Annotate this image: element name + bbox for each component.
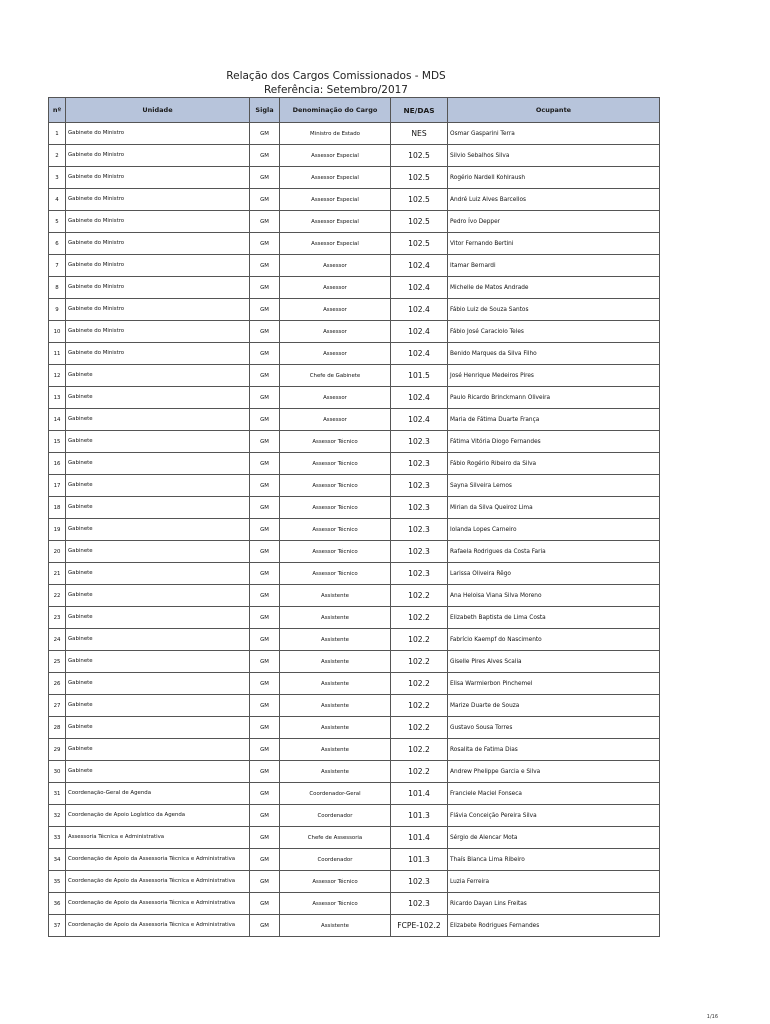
occupant-cell: Thaís Bianca Lima Ribeiro [448, 849, 660, 871]
unit-cell: Gabinete [66, 541, 250, 563]
acronym-cell: GM [250, 585, 280, 607]
occupant-cell: Vitor Fernando Bertini [448, 233, 660, 255]
ne-das-cell: 102.3 [391, 497, 448, 519]
unit-cell: Gabinete do Ministro [66, 167, 250, 189]
occupant-cell: Itamar Bernardi [448, 255, 660, 277]
ne-das-cell: 102.2 [391, 761, 448, 783]
unit-cell: Gabinete [66, 629, 250, 651]
unit-cell: Gabinete do Ministro [66, 321, 250, 343]
position-cell: Assessor Técnico [280, 563, 391, 585]
table-row [49, 145, 660, 167]
acronym-cell: GM [250, 211, 280, 233]
acronym-cell: GM [250, 717, 280, 739]
positions-table [48, 97, 660, 937]
acronym-cell: GM [250, 739, 280, 761]
acronym-cell: GM [250, 255, 280, 277]
row-number: 11 [49, 343, 66, 365]
position-cell: Assessor Técnico [280, 871, 391, 893]
acronym-cell: GM [250, 915, 280, 937]
acronym-cell: GM [250, 365, 280, 387]
table-row [49, 321, 660, 343]
unit-cell: Gabinete do Ministro [66, 145, 250, 167]
ne-das-cell: 102.2 [391, 695, 448, 717]
acronym-cell: GM [250, 673, 280, 695]
row-number: 33 [49, 827, 66, 849]
row-number: 29 [49, 739, 66, 761]
row-number: 18 [49, 497, 66, 519]
ne-das-cell: 102.4 [391, 277, 448, 299]
table-row [49, 211, 660, 233]
table-row [49, 233, 660, 255]
occupant-cell: Pedro Ívo Depper [448, 211, 660, 233]
table-row [49, 717, 660, 739]
ne-das-cell: 102.3 [391, 519, 448, 541]
unit-cell: Gabinete [66, 585, 250, 607]
occupant-cell: Ana Heloisa Viana Silva Moreno [448, 585, 660, 607]
table-row [49, 585, 660, 607]
acronym-cell: GM [250, 629, 280, 651]
unit-cell: Gabinete do Ministro [66, 277, 250, 299]
occupant-cell: José Henrique Medeiros Pires [448, 365, 660, 387]
occupant-cell: Sayna Silveira Lemos [448, 475, 660, 497]
unit-cell: Gabinete do Ministro [66, 211, 250, 233]
acronym-cell: GM [250, 497, 280, 519]
table-row [49, 783, 660, 805]
occupant-cell: André Luiz Alves Barcellos [448, 189, 660, 211]
unit-cell: Coordenação de Apoio Logístico da Agenda [66, 805, 250, 827]
row-number: 34 [49, 849, 66, 871]
unit-cell: Gabinete [66, 365, 250, 387]
ne-das-cell: 102.4 [391, 299, 448, 321]
ne-das-cell: 102.5 [391, 211, 448, 233]
ne-das-cell: 102.3 [391, 563, 448, 585]
row-number: 9 [49, 299, 66, 321]
occupant-cell: Fábio Rogério Ribeiro da Silva [448, 453, 660, 475]
position-cell: Assessor Técnico [280, 497, 391, 519]
unit-cell: Gabinete do Ministro [66, 233, 250, 255]
table-row [49, 497, 660, 519]
acronym-cell: GM [250, 409, 280, 431]
position-cell: Assessor Técnico [280, 541, 391, 563]
position-cell: Assistente [280, 673, 391, 695]
unit-cell: Gabinete [66, 409, 250, 431]
occupant-cell: Michelle de Matos Andrade [448, 277, 660, 299]
unit-cell: Coordenação de Apoio da Assessoria Técnica e Administrativa [66, 871, 250, 893]
table-row [49, 255, 660, 277]
position-cell: Assessor Especial [280, 233, 391, 255]
occupant-cell: Marize Duarte de Souza [448, 695, 660, 717]
ne-das-cell: 102.3 [391, 893, 448, 915]
position-cell: Assessor [280, 255, 391, 277]
unit-cell: Gabinete [66, 739, 250, 761]
table-row [49, 695, 660, 717]
occupant-cell: Gustavo Sousa Torres [448, 717, 660, 739]
position-cell: Coordenador [280, 805, 391, 827]
unit-cell: Gabinete do Ministro [66, 189, 250, 211]
table-row [49, 915, 660, 937]
ne-das-cell: 101.4 [391, 783, 448, 805]
row-number: 13 [49, 387, 66, 409]
position-cell: Assistente [280, 585, 391, 607]
ne-das-cell: FCPE-102.2 [391, 915, 448, 937]
acronym-cell: GM [250, 189, 280, 211]
acronym-cell: GM [250, 519, 280, 541]
unit-cell: Gabinete [66, 475, 250, 497]
position-cell: Chefe de Gabinete [280, 365, 391, 387]
page-number: 1/16 [706, 1014, 718, 1020]
position-cell: Assistente [280, 915, 391, 937]
unit-cell: Gabinete [66, 607, 250, 629]
table-row [49, 343, 660, 365]
unit-cell: Coordenação de Apoio da Assessoria Técnica e Administrativa [66, 915, 250, 937]
ne-das-cell: 102.4 [391, 255, 448, 277]
position-cell: Assistente [280, 717, 391, 739]
row-number: 7 [49, 255, 66, 277]
ne-das-cell: 102.2 [391, 629, 448, 651]
unit-cell: Gabinete [66, 497, 250, 519]
row-number: 5 [49, 211, 66, 233]
occupant-cell: Maria de Fátima Duarte França [448, 409, 660, 431]
acronym-cell: GM [250, 695, 280, 717]
acronym-cell: GM [250, 475, 280, 497]
occupant-cell: Elizabeth Baptista de Lima Costa [448, 607, 660, 629]
document-subtitle: Referência: Setembro/2017 [263, 84, 408, 96]
row-number: 8 [49, 277, 66, 299]
row-number: 19 [49, 519, 66, 541]
occupant-cell: Ricardo Dayan Lins Freitas [448, 893, 660, 915]
row-number: 20 [49, 541, 66, 563]
unit-cell: Gabinete [66, 563, 250, 585]
column-header-occupant: Ocupante [448, 98, 660, 123]
row-number: 4 [49, 189, 66, 211]
position-cell: Assessor Especial [280, 189, 391, 211]
occupant-cell: Iolanda Lopes Carneiro [448, 519, 660, 541]
ne-das-cell: 102.4 [391, 409, 448, 431]
column-header-number: nº [49, 98, 66, 123]
acronym-cell: GM [250, 651, 280, 673]
unit-cell: Gabinete do Ministro [66, 299, 250, 321]
occupant-cell: Luzia Ferreira [448, 871, 660, 893]
ne-das-cell: 102.2 [391, 651, 448, 673]
unit-cell: Gabinete [66, 453, 250, 475]
ne-das-cell: 102.3 [391, 541, 448, 563]
ne-das-cell: 101.4 [391, 827, 448, 849]
unit-cell: Assessoria Técnica e Administrativa [66, 827, 250, 849]
position-cell: Assessor Técnico [280, 453, 391, 475]
acronym-cell: GM [250, 321, 280, 343]
table-row [49, 651, 660, 673]
table-row [49, 277, 660, 299]
ne-das-cell: 102.3 [391, 871, 448, 893]
ne-das-cell: 102.5 [391, 167, 448, 189]
table-row [49, 519, 660, 541]
table-row [49, 761, 660, 783]
acronym-cell: GM [250, 277, 280, 299]
occupant-cell: Franciele Maciel Fonseca [448, 783, 660, 805]
position-cell: Assessor Técnico [280, 893, 391, 915]
row-number: 21 [49, 563, 66, 585]
position-cell: Assessor [280, 409, 391, 431]
position-cell: Assessor Especial [280, 167, 391, 189]
unit-cell: Gabinete do Ministro [66, 343, 250, 365]
occupant-cell: Rogério Nardell Kohlraush [448, 167, 660, 189]
column-header-acronym: Sigla [250, 98, 280, 123]
table-row [49, 739, 660, 761]
row-number: 25 [49, 651, 66, 673]
position-cell: Coordenador [280, 849, 391, 871]
row-number: 17 [49, 475, 66, 497]
occupant-cell: Flávia Conceição Pereira Silva [448, 805, 660, 827]
row-number: 3 [49, 167, 66, 189]
acronym-cell: GM [250, 453, 280, 475]
position-cell: Assessor [280, 387, 391, 409]
table-row [49, 673, 660, 695]
occupant-cell: Fátima Vitória Diogo Fernandes [448, 431, 660, 453]
ne-das-cell: 102.3 [391, 453, 448, 475]
unit-cell: Gabinete [66, 519, 250, 541]
position-cell: Assessor Especial [280, 145, 391, 167]
position-cell: Assessor Técnico [280, 475, 391, 497]
row-number: 10 [49, 321, 66, 343]
occupant-cell: Rosalita de Fatima Dias [448, 739, 660, 761]
acronym-cell: GM [250, 387, 280, 409]
position-cell: Ministro de Estado [280, 123, 391, 145]
table-row [49, 299, 660, 321]
acronym-cell: GM [250, 871, 280, 893]
unit-cell: Gabinete [66, 431, 250, 453]
table-row [49, 387, 660, 409]
table-row [49, 849, 660, 871]
unit-cell: Gabinete [66, 717, 250, 739]
row-number: 15 [49, 431, 66, 453]
row-number: 35 [49, 871, 66, 893]
row-number: 30 [49, 761, 66, 783]
acronym-cell: GM [250, 299, 280, 321]
ne-das-cell: 102.3 [391, 475, 448, 497]
acronym-cell: GM [250, 827, 280, 849]
acronym-cell: GM [250, 563, 280, 585]
table-row [49, 563, 660, 585]
position-cell: Assessor [280, 277, 391, 299]
table-row [49, 629, 660, 651]
ne-das-cell: 102.2 [391, 585, 448, 607]
ne-das-cell: 102.4 [391, 387, 448, 409]
row-number: 36 [49, 893, 66, 915]
occupant-cell: Elizabete Rodrigues Fernandes [448, 915, 660, 937]
row-number: 24 [49, 629, 66, 651]
column-header-position: Denominação do Cargo [280, 98, 391, 123]
row-number: 12 [49, 365, 66, 387]
table-row [49, 893, 660, 915]
occupant-cell: Andrew Phelippe Garcia e Silva [448, 761, 660, 783]
ne-das-cell: 102.2 [391, 607, 448, 629]
occupant-cell: Rafaela Rodrigues da Costa Faria [448, 541, 660, 563]
row-number: 27 [49, 695, 66, 717]
table-row [49, 541, 660, 563]
acronym-cell: GM [250, 783, 280, 805]
occupant-cell: Silvio Sebalhos Silva [448, 145, 660, 167]
row-number: 1 [49, 123, 66, 145]
occupant-cell: Fábio Luiz de Souza Santos [448, 299, 660, 321]
ne-das-cell: 101.3 [391, 849, 448, 871]
acronym-cell: GM [250, 145, 280, 167]
unit-cell: Gabinete [66, 387, 250, 409]
row-number: 16 [49, 453, 66, 475]
unit-cell: Gabinete [66, 673, 250, 695]
row-number: 23 [49, 607, 66, 629]
ne-das-cell: 102.4 [391, 343, 448, 365]
unit-cell: Gabinete do Ministro [66, 123, 250, 145]
occupant-cell: Sérgio de Alencar Mota [448, 827, 660, 849]
position-cell: Assistente [280, 607, 391, 629]
table-body [49, 123, 660, 937]
ne-das-cell: 102.2 [391, 717, 448, 739]
position-cell: Assistente [280, 739, 391, 761]
row-number: 31 [49, 783, 66, 805]
ne-das-cell: 102.5 [391, 145, 448, 167]
occupant-cell: Paulo Ricardo Brinckmann Oliveira [448, 387, 660, 409]
position-cell: Coordenador-Geral [280, 783, 391, 805]
acronym-cell: GM [250, 343, 280, 365]
table-row [49, 123, 660, 145]
ne-das-cell: 101.5 [391, 365, 448, 387]
ne-das-cell: 102.2 [391, 673, 448, 695]
column-header-unit: Unidade [66, 98, 250, 123]
acronym-cell: GM [250, 607, 280, 629]
table-row [49, 167, 660, 189]
acronym-cell: GM [250, 123, 280, 145]
acronym-cell: GM [250, 541, 280, 563]
position-cell: Chefe de Assessoria [280, 827, 391, 849]
row-number: 26 [49, 673, 66, 695]
row-number: 32 [49, 805, 66, 827]
table-row [49, 475, 660, 497]
table-row [49, 365, 660, 387]
position-cell: Assistente [280, 761, 391, 783]
unit-cell: Gabinete [66, 651, 250, 673]
position-cell: Assessor Técnico [280, 519, 391, 541]
row-number: 37 [49, 915, 66, 937]
row-number: 6 [49, 233, 66, 255]
acronym-cell: GM [250, 761, 280, 783]
occupant-cell: Larissa Oliveira Rêgo [448, 563, 660, 585]
position-cell: Assistente [280, 695, 391, 717]
acronym-cell: GM [250, 849, 280, 871]
ne-das-cell: 102.2 [391, 739, 448, 761]
acronym-cell: GM [250, 431, 280, 453]
table-row [49, 189, 660, 211]
unit-cell: Gabinete [66, 695, 250, 717]
row-number: 22 [49, 585, 66, 607]
table-row [49, 871, 660, 893]
ne-das-cell: NES [391, 123, 448, 145]
unit-cell: Coordenação de Apoio da Assessoria Técnica e Administrativa [66, 849, 250, 871]
row-number: 28 [49, 717, 66, 739]
table-row [49, 827, 660, 849]
ne-das-cell: 102.4 [391, 321, 448, 343]
position-cell: Assessor Técnico [280, 431, 391, 453]
occupant-cell: Fábio José Caraciolo Teles [448, 321, 660, 343]
position-cell: Assistente [280, 629, 391, 651]
ne-das-cell: 101.3 [391, 805, 448, 827]
occupant-cell: Elisa Warmierbon Pinchemel [448, 673, 660, 695]
acronym-cell: GM [250, 893, 280, 915]
occupant-cell: Mirian da Silva Queiroz Lima [448, 497, 660, 519]
occupant-cell: Fabrício Kaempf do Nascimento [448, 629, 660, 651]
unit-cell: Coordenação de Apoio da Assessoria Técnica e Administrativa [66, 893, 250, 915]
row-number: 14 [49, 409, 66, 431]
table-row [49, 607, 660, 629]
unit-cell: Gabinete do Ministro [66, 255, 250, 277]
position-cell: Assessor [280, 299, 391, 321]
ne-das-cell: 102.5 [391, 233, 448, 255]
occupant-cell: Osmar Gasparini Terra [448, 123, 660, 145]
position-cell: Assessor Especial [280, 211, 391, 233]
table-row [49, 431, 660, 453]
ne-das-cell: 102.3 [391, 431, 448, 453]
table-row [49, 453, 660, 475]
occupant-cell: Giselle Pires Alves Scalia [448, 651, 660, 673]
column-header-ne-das: NE/DAS [391, 98, 448, 123]
table-header-row [49, 98, 660, 123]
position-cell: Assessor [280, 321, 391, 343]
unit-cell: Gabinete [66, 761, 250, 783]
acronym-cell: GM [250, 167, 280, 189]
table-row [49, 409, 660, 431]
table-row [49, 805, 660, 827]
row-number: 2 [49, 145, 66, 167]
acronym-cell: GM [250, 805, 280, 827]
position-cell: Assessor [280, 343, 391, 365]
document-title: Relação dos Cargos Comissionados - MDS [226, 70, 446, 82]
occupant-cell: Benido Marques da Silva Filho [448, 343, 660, 365]
ne-das-cell: 102.5 [391, 189, 448, 211]
position-cell: Assistente [280, 651, 391, 673]
unit-cell: Coordenação-Geral de Agenda [66, 783, 250, 805]
acronym-cell: GM [250, 233, 280, 255]
